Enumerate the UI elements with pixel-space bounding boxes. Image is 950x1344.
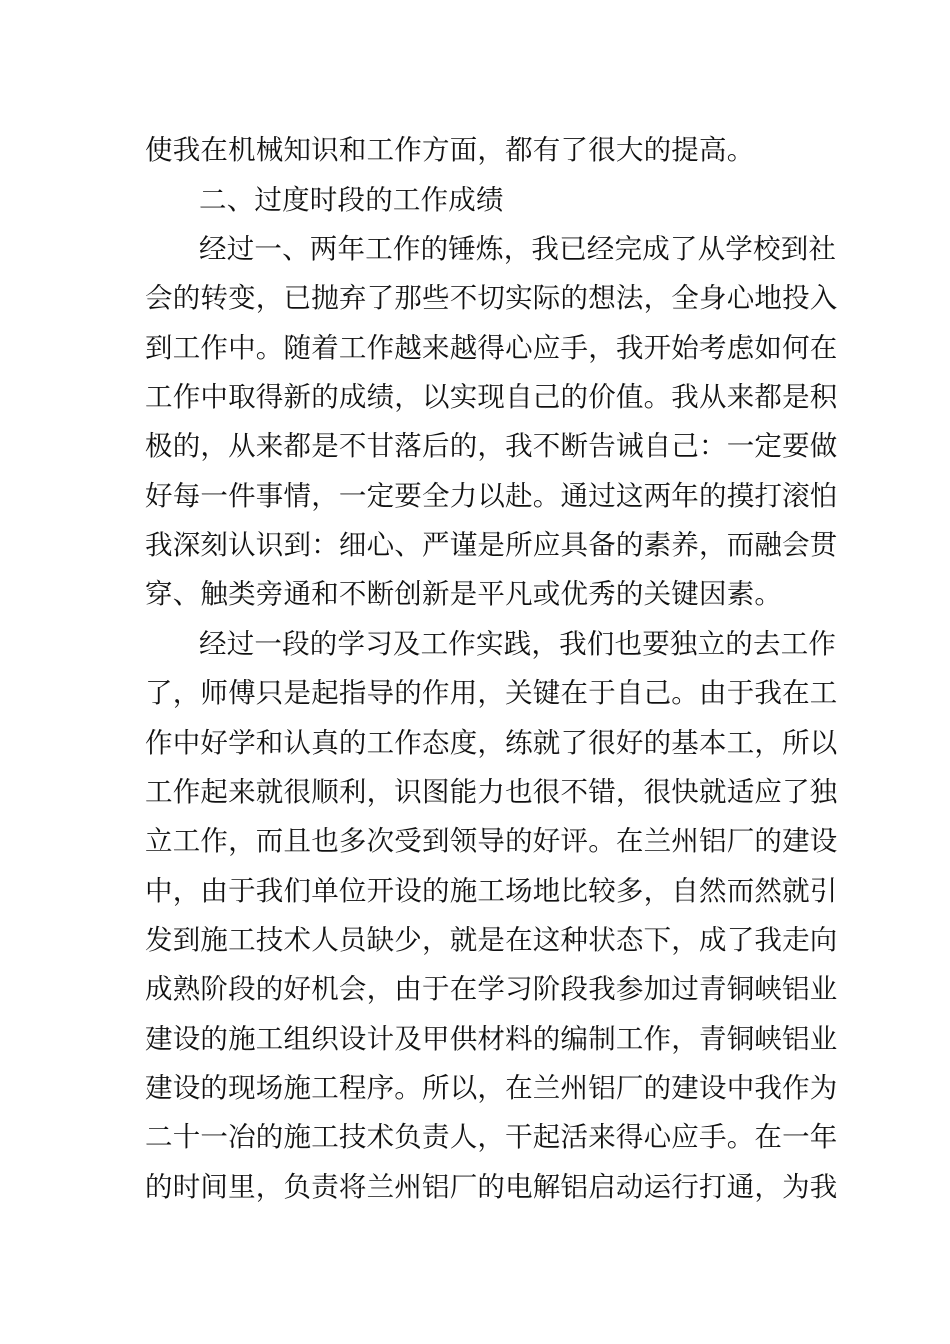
text-line: 极的，从来都是不甘落后的，我不断告诫自己：一定要做 bbox=[145, 430, 838, 462]
text-line: 了，师傅只是起指导的作用，关键在于自己。由于我在工 bbox=[145, 677, 838, 709]
text-line: 好每一件事情，一定要全力以赴。通过这两年的摸打滚怕 bbox=[145, 480, 838, 512]
section-heading: 二、过度时段的工作成绩 bbox=[199, 184, 504, 216]
text-line: 会的转变，已抛弃了那些不切实际的想法，全身心地投入 bbox=[145, 282, 838, 314]
text-line: 成熟阶段的好机会，由于在学习阶段我参加过青铜峡铝业 bbox=[145, 973, 838, 1005]
text-line: 立工作，而且也多次受到领导的好评。在兰州铝厂的建设 bbox=[145, 825, 838, 857]
text-line: 建设的现场施工程序。所以，在兰州铝厂的建设中我作为 bbox=[145, 1072, 838, 1104]
text-line: 工作中取得新的成绩，以实现自己的价值。我从来都是积 bbox=[145, 381, 838, 413]
text-line: 我深刻认识到：细心、严谨是所应具备的素养，而融会贯 bbox=[145, 529, 838, 561]
text-line: 到工作中。随着工作越来越得心应手，我开始考虑如何在 bbox=[145, 332, 838, 364]
text-line: 穿、触类旁通和不断创新是平凡或优秀的关键因素。 bbox=[145, 578, 783, 610]
text-line: 经过一、两年工作的锤炼，我已经完成了从学校到社 bbox=[199, 233, 837, 265]
text-line: 经过一段的学习及工作实践，我们也要独立的去工作 bbox=[199, 628, 837, 660]
text-line: 使我在机械知识和工作方面，都有了很大的提高。 bbox=[145, 134, 755, 166]
text-line: 发到施工技术人员缺少，就是在这种状态下，成了我走向 bbox=[145, 924, 838, 956]
text-line: 二十一冶的施工技术负责人，干起活来得心应手。在一年 bbox=[145, 1121, 838, 1153]
text-line: 工作起来就很顺利，识图能力也很不错，很快就适应了独 bbox=[145, 776, 838, 808]
text-line: 建设的施工组织设计及甲供材料的编制工作，青铜峡铝业 bbox=[145, 1023, 838, 1055]
text-line: 的时间里，负责将兰州铝厂的电解铝启动运行打通，为我 bbox=[145, 1171, 838, 1203]
text-line: 中，由于我们单位开设的施工场地比较多，自然而然就引 bbox=[145, 875, 838, 907]
text-line: 作中好学和认真的工作态度，练就了很好的基本工，所以 bbox=[145, 727, 838, 759]
